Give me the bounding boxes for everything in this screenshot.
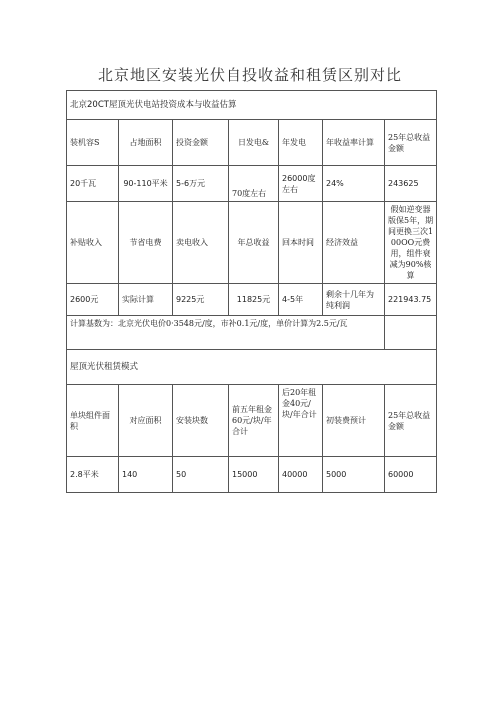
- cell-annual-income: 11825元: [229, 284, 279, 316]
- cell-yield: 24%: [323, 166, 385, 202]
- page-title: 北京地区安装光伏自投收益和租赁区别对比: [97, 66, 402, 84]
- section1-header-row: [67, 120, 437, 166]
- cell-area: 90-110平米: [119, 166, 173, 202]
- section1-heading-row: [67, 91, 437, 120]
- header-annual-gen: 年发电: [279, 120, 323, 166]
- cell-subsidy: 2600元: [67, 284, 119, 316]
- header-yield-calc: 年收益率计算: [323, 120, 385, 166]
- header-corresponding-area: 对应面积: [119, 385, 173, 457]
- header-payback: 回本时间: [279, 202, 323, 284]
- cell-payback: 4-5年: [279, 284, 323, 316]
- cell-last20-rent: 40000: [279, 457, 323, 493]
- header-annual-income: 年总收益: [229, 202, 279, 284]
- header-capacity: 装机容S: [67, 120, 119, 166]
- note-empty-cell: [385, 316, 437, 350]
- header-total-25y-rent: 25年总收益金额: [385, 385, 437, 457]
- header-install-fee: 初装费预计: [323, 385, 385, 457]
- section3-header-row: [67, 385, 437, 457]
- cell-investment: 5-6万元: [173, 166, 229, 202]
- cell-sell-income: 9225元: [173, 284, 229, 316]
- section1-heading: 北京20CT屋顶光伏电站投资成本与收益估算: [67, 91, 437, 120]
- section2-data-row: [67, 284, 437, 316]
- cell-capacity: 20千瓦: [67, 166, 119, 202]
- cell-module-area: 2.8平米: [67, 457, 119, 493]
- cell-total-adjusted: 221943.75: [385, 284, 437, 316]
- header-module-area: 单块组件面积: [67, 385, 119, 457]
- header-total-25y: 25年总收益金额: [385, 120, 437, 166]
- cell-corresponding-area: 140: [119, 457, 173, 493]
- header-investment: 投资金额: [173, 120, 229, 166]
- header-sell-income: 卖电收入: [173, 202, 229, 284]
- cell-install-fee: 5000: [323, 457, 385, 493]
- cell-annual-gen: 26000度左右: [279, 166, 323, 202]
- cell-total-25y-rent: 60000: [385, 457, 437, 493]
- cell-total-25y: 243625: [385, 166, 437, 202]
- cell-module-count: 50: [173, 457, 229, 493]
- note-inverter: 假如逆变器版保5年，期间更换三次100OO元费用，组件衰减为90%核算: [385, 202, 437, 284]
- cell-benefit: 剩余十几年为纯利润: [323, 284, 385, 316]
- header-daily-gen: 日发电&: [229, 120, 279, 166]
- header-last20-rent: 后20年租金40元/块/年合计: [279, 385, 323, 457]
- cell-daily-gen: 70度左右: [229, 166, 279, 202]
- section1-data-row: [67, 166, 437, 202]
- cell-saving: 实际计算: [119, 284, 173, 316]
- header-area: 占地面积: [119, 120, 173, 166]
- section3-data-row: [67, 457, 437, 493]
- header-subsidy: 补贴收入: [67, 202, 119, 284]
- note-row: [67, 316, 437, 350]
- section2-header-row: [67, 202, 437, 284]
- calculation-note: 计算基数为：北京光伏电价0·3548元/度，市补0.1元/度，单价计算为2.5元/瓦: [67, 316, 385, 350]
- comparison-table: [66, 90, 437, 493]
- header-saving: 节省电费: [119, 202, 173, 284]
- header-benefit: 经济效益: [323, 202, 385, 284]
- cell-first5-rent: 15000: [229, 457, 279, 493]
- section3-heading-row: [67, 350, 437, 385]
- header-first5-rent: 前五年租金60元/块/年合计: [229, 385, 279, 457]
- section3-heading: 屋顶光伏租赁模式: [67, 350, 437, 385]
- header-module-count: 安装块数: [173, 385, 229, 457]
